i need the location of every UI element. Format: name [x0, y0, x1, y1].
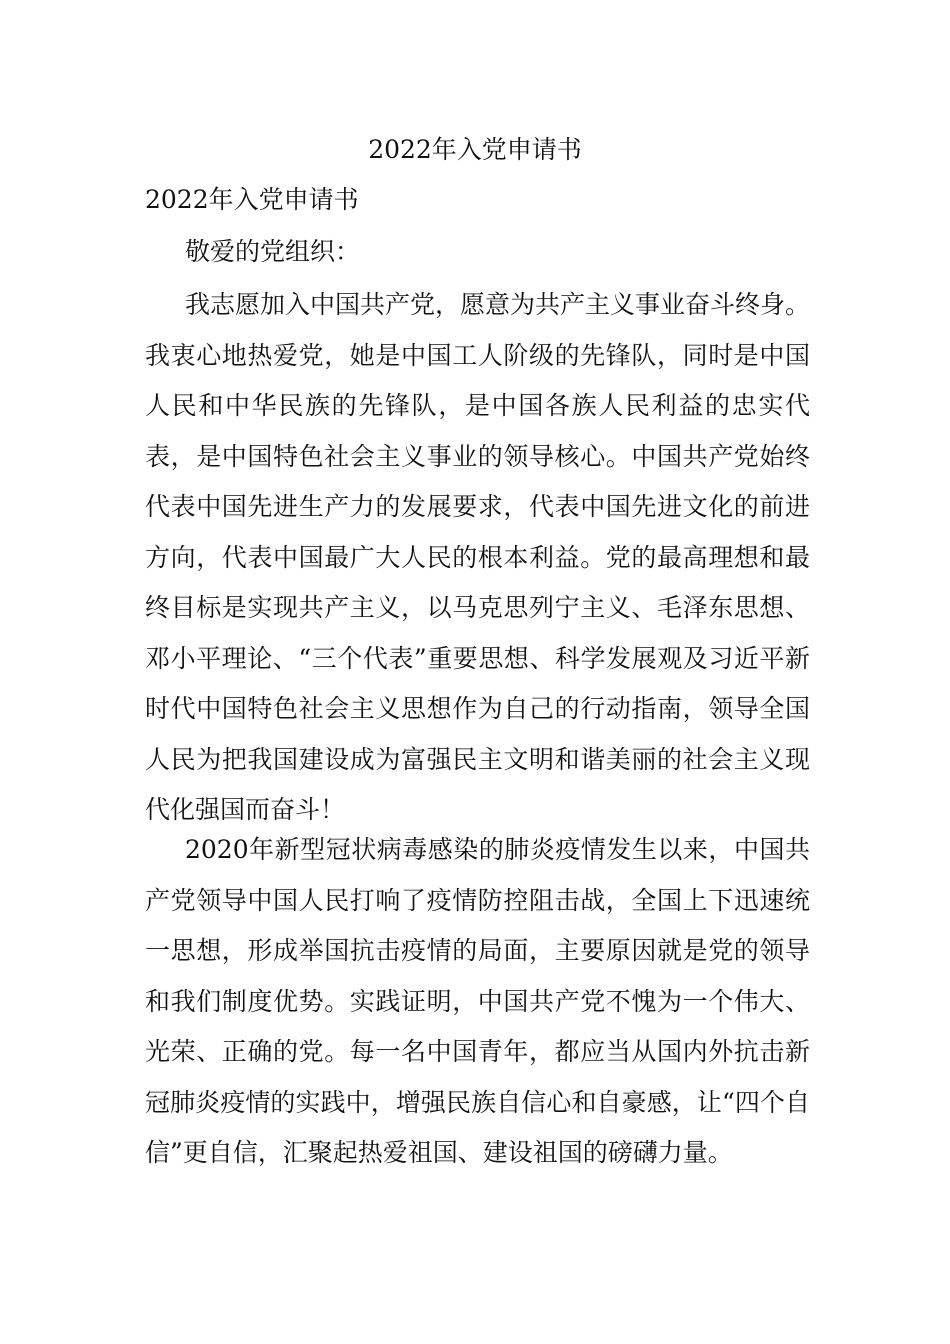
- salutation: 敬爱的党组织：: [185, 237, 361, 266]
- paragraph-2: 2020年新型冠状病毒感染的肺炎疫情发生以来，中国共产党领导中国人民打响了疫情防控阻击战，全国上下迅速统一思想，形成举国抗击疫情的局面，主要原因就是党的领导和我们制度优势。实践证明，中国共产党不愧为一个伟大、光荣、正确的党。每一名中国青年，都应当从国内外抗击新冠肺炎疫情的实践中，增强民族自信心和自豪感，让“四个自信”更自信，汇聚起热爱祖国、建设祖国的磅礴力量。: [145, 835, 810, 1167]
- document-title: 2022年入党申请书: [368, 135, 582, 164]
- paragraph-1: 我志愿加入中国共产党，愿意为共产主义事业奋斗终身。我衷心地热爱党，她是中国工人阶级的先锋队，同时是中国人民和中华民族的先锋队，是中国各族人民利益的忠实代表，是中国特色社会主义事业的领导核心。中国共产党始终代表中国先进生产力的发展要求，代表中国先进文化的前进方向，代表中国最广大人民的根本利益。党的最高理想和最终目标是实现共产主义，以马克思列宁主义、毛泽东思想、邓小平理论、“三个代表”重要思想、科学发展观及习近平新时代中国特色社会主义思想作为自己的行动指南，领导全国人民为把我国建设成为富强民主文明和谐美丽的社会主义现代化强国而奋斗！: [145, 290, 811, 824]
- document-subtitle: 2022年入党申请书: [145, 185, 359, 214]
